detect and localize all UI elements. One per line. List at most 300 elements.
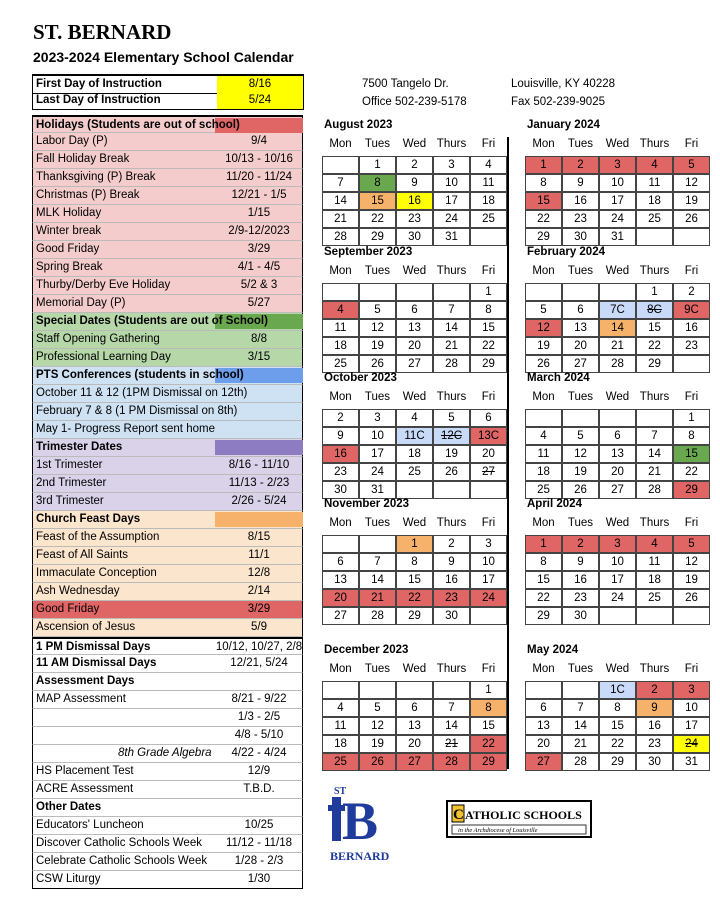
weekday-header: Wed [605,138,630,150]
weekday-header: Thurs [436,265,467,277]
calendar-day: 1 [525,156,562,174]
calendar-day: 9 [636,699,673,717]
calendar-day: 31 [673,753,710,771]
key-date-row [32,763,303,781]
key-date-label: Spring Break [36,261,103,273]
key-date-label: October 11 & 12 (1PM Dismissal on 12th) [36,387,248,399]
calendar-day: 23 [396,210,433,228]
key-date-row [32,619,303,637]
calendar-day: 3 [599,535,636,553]
weekday-header: Fri [684,663,699,675]
logo-b-text: B [342,791,379,851]
key-date-label: Good Friday [36,243,100,255]
last-day-row [32,92,304,110]
weekday-header: Mon [329,138,352,150]
calendar-day: 17 [470,571,507,589]
calendar-day: 19 [562,463,599,481]
calendar-day: 13 [562,319,599,337]
calendar-day: 10 [599,174,636,192]
calendar-day [433,681,470,699]
key-date-row [32,241,303,259]
key-date-label: Feast of All Saints [36,549,129,561]
calendar-day: 8 [470,301,507,319]
calendar-day: 16 [433,571,470,589]
calendar-day: 24 [599,589,636,607]
calendar-day: 14 [433,717,470,735]
calendar-day: 4 [396,409,433,427]
calendar-day: 2 [322,409,359,427]
calendar-day: 29 [525,228,562,246]
calendar-day: 19 [525,337,562,355]
calendar-day [562,409,599,427]
month-calendar [525,498,711,628]
calendar-day: 17 [599,192,636,210]
month-calendar [322,372,508,502]
section-header [32,673,303,691]
key-date-row [32,835,303,853]
calendar-day: 2 [673,283,710,301]
calendar-day: 10 [433,174,470,192]
weekday-header: Thurs [436,517,467,529]
first-day-label: First Day of Instruction [36,78,162,90]
key-date-value: 11/13 - 2/23 [228,477,290,489]
calendar-day: 27 [599,481,636,499]
weekday-header: Fri [481,663,496,675]
key-date-value: 4/8 - 5/10 [234,729,284,741]
calendar-day: 18 [636,192,673,210]
key-date-value: 2/9-12/2023 [228,225,290,237]
calendar-day: 16 [322,445,359,463]
calendar-day: 6 [470,409,507,427]
calendar-day: 4 [470,156,507,174]
calendar-day: 30 [562,228,599,246]
calendar-day: 27 [525,753,562,771]
weekday-header: Fri [481,517,496,529]
weekday-header: Mon [329,265,352,277]
key-date-label: Fall Holiday Break [36,153,130,165]
weekday-header: Tues [567,391,594,403]
catholic-schools-logo [446,800,592,838]
weekday-header: Fri [684,138,699,150]
st-bernard-logo [328,783,390,865]
weekday-header: Wed [605,391,630,403]
calendar-day: 28 [359,607,396,625]
calendar-day: 25 [525,481,562,499]
calendar-day [525,409,562,427]
calendar-day: 11 [322,717,359,735]
cs-initial: C [453,807,464,823]
calendar-day: 5 [359,301,396,319]
calendar-day: 15 [396,571,433,589]
first-day-row [32,74,304,94]
calendar-day: 28 [433,753,470,771]
calendar-day: 17 [433,192,470,210]
key-date-row [32,457,303,475]
weekday-header: Wed [402,517,427,529]
calendar-day: 29 [359,228,396,246]
calendar-day: 21 [599,337,636,355]
calendar-day: 16 [673,319,710,337]
calendar-day: 7 [359,553,396,571]
key-date-value: 5/9 [251,621,267,633]
calendar-day: 24 [359,463,396,481]
calendar-day: 28 [562,753,599,771]
calendar-day: 22 [636,337,673,355]
month-calendar [525,246,711,376]
key-date-label: PTS Conferences (students in school) [36,369,244,381]
key-date-value: 11/20 - 11/24 [225,171,293,183]
calendar-day: 28 [433,355,470,373]
key-date-value: T.B.D. [243,783,275,795]
key-date-label: Feast of the Assumption [36,531,160,543]
calendar-day: 15 [525,192,562,210]
calendar-day: 19 [359,337,396,355]
calendar-day: 5 [433,409,470,427]
calendar-day: 14 [636,445,673,463]
weekday-header: Mon [532,265,555,277]
calendar-day: 5 [525,301,562,319]
key-date-label: Christmas (P) Break [36,189,140,201]
key-date-label: Educators' Luncheon [36,819,144,831]
weekday-header: Mon [329,663,352,675]
key-date-label: 3rd Trimester [36,495,104,507]
calendar-day: 12C [433,427,470,445]
key-date-value: 4/22 - 4/24 [231,747,287,759]
calendar-day: 7C [599,301,636,319]
calendar-day: 8 [396,553,433,571]
month-title: March 2024 [527,372,590,384]
calendar-day: 8 [525,174,562,192]
key-date-value: 10/12, 10/27, 2/8 [215,641,303,653]
calendar-day [636,228,673,246]
calendar-day: 13 [322,571,359,589]
calendar-day [470,607,507,625]
calendar-day: 13C [470,427,507,445]
calendar-day: 1 [470,283,507,301]
key-date-row [32,601,303,619]
calendar-day: 10 [599,553,636,571]
key-dates-list [32,115,303,889]
section-color-swatch [215,512,303,527]
logo-bernard-text: BERNARD [330,849,390,863]
weekday-header: Tues [567,265,594,277]
calendar-day: 8 [359,174,396,192]
key-date-row [32,205,303,223]
month-title: August 2023 [324,119,393,131]
calendar-day: 11 [636,174,673,192]
address-street: 7500 Tangelo Dr. [362,78,449,90]
calendar-day: 18 [470,192,507,210]
calendar-day: 22 [673,463,710,481]
key-date-row [32,151,303,169]
key-date-value: 1/3 - 2/5 [237,711,281,723]
calendar-day: 16 [396,192,433,210]
calendar-day: 25 [396,463,433,481]
section-header [32,313,303,331]
calendar-day: 6 [396,699,433,717]
cs-archdiocese: in the Archdiocese of Louisville [458,827,538,834]
key-date-value: 10/13 - 10/16 [225,153,293,165]
key-date-label: Holidays (Students are out of school) [36,119,240,131]
key-date-row [32,583,303,601]
calendar-day: 23 [433,589,470,607]
month-calendar [322,644,508,774]
calendar-day: 7 [562,699,599,717]
section-header [32,115,303,133]
key-date-row [32,691,303,709]
calendar-day: 26 [562,481,599,499]
calendar-day: 29 [525,607,562,625]
key-date-row [32,169,303,187]
key-date-value: 1/15 [247,207,271,219]
weekday-header: Wed [402,391,427,403]
calendar-day [359,283,396,301]
key-date-label: May 1- Progress Report sent home [36,423,215,435]
calendar-day [636,607,673,625]
calendar-day: 26 [359,753,396,771]
weekday-header: Mon [532,663,555,675]
calendar-day: 15 [525,571,562,589]
calendar-day: 11 [636,553,673,571]
key-date-value: 2/14 [247,585,271,597]
key-date-row [32,277,303,295]
key-date-row [32,295,303,313]
calendar-day: 9 [396,174,433,192]
calendar-day: 22 [525,210,562,228]
calendar-day: 30 [562,607,599,625]
calendar-day [396,283,433,301]
calendar-day [525,283,562,301]
calendar-day: 28 [636,481,673,499]
key-date-label: Thanksgiving (P) Break [36,171,156,183]
weekday-header: Fri [481,265,496,277]
key-date-row [32,817,303,835]
calendar-day: 23 [636,735,673,753]
section-header [32,439,303,457]
logo-st-text: ST [334,786,347,797]
key-date-row [32,871,303,889]
month-calendar [525,119,711,249]
cs-name: ATHOLIC SCHOOLS [465,808,582,822]
key-date-row [32,475,303,493]
calendar-day: 16 [636,717,673,735]
calendar-day: 13 [396,319,433,337]
calendar-day: 11 [525,445,562,463]
calendar-day [433,283,470,301]
key-date-label: Winter break [36,225,102,237]
calendar-day: 1 [359,156,396,174]
calendar-day: 3 [359,409,396,427]
weekday-header: Wed [605,265,630,277]
key-date-value: 5/2 & 3 [240,279,278,291]
calendar-day: 14 [433,319,470,337]
month-calendar [525,644,711,774]
key-date-row [32,403,303,421]
calendar-day [359,681,396,699]
weekday-header: Thurs [639,138,670,150]
calendar-day [673,355,710,373]
month-title: September 2023 [324,246,413,258]
key-date-label: February 7 & 8 (1 PM Dismissal on 8th) [36,405,238,417]
month-title: February 2024 [527,246,605,258]
calendar-subtitle: 2023-2024 Elementary School Calendar [33,49,294,65]
calendar-day: 5 [673,535,710,553]
calendar-day: 27 [562,355,599,373]
calendar-day: 23 [562,589,599,607]
key-date-label: 1st Trimester [36,459,103,471]
key-date-label: 2nd Trimester [36,477,107,489]
key-date-label: 1 PM Dismissal Days [36,641,151,653]
calendar-day: 1 [525,535,562,553]
calendar-day [322,535,359,553]
calendar-day: 17 [359,445,396,463]
weekday-header: Wed [605,663,630,675]
key-date-row [32,493,303,511]
month-calendar [322,246,508,376]
calendar-day: 7 [636,427,673,445]
calendar-day: 3 [433,156,470,174]
calendar-day: 21 [636,463,673,481]
calendar-day: 6 [396,301,433,319]
calendar-day: 29 [636,355,673,373]
calendar-day: 2 [562,535,599,553]
key-date-label: Special Dates (Students are out of School) [36,315,268,327]
section-header [32,655,303,673]
calendar-day: 24 [673,735,710,753]
key-date-row [32,421,303,439]
weekday-header: Wed [402,138,427,150]
month-calendar [525,372,711,502]
calendar-day: 29 [470,355,507,373]
calendar-day: 17 [599,571,636,589]
calendar-day: 8 [673,427,710,445]
key-date-value: 10/25 [244,819,274,831]
last-day-label: Last Day of Instruction [36,94,161,106]
calendar-day: 18 [396,445,433,463]
calendar-day [470,481,507,499]
calendar-day: 31 [599,228,636,246]
calendar-day [470,228,507,246]
calendar-day [322,681,359,699]
calendar-day: 14 [359,571,396,589]
calendar-day: 12 [359,717,396,735]
key-date-label: 8th Grade Algebra [118,747,212,759]
calendar-day: 4 [322,301,359,319]
weekday-header: Wed [402,663,427,675]
calendar-day: 4 [636,156,673,174]
calendar-day: 3 [470,535,507,553]
weekday-header: Thurs [436,391,467,403]
calendar-day: 22 [470,337,507,355]
weekday-header: Thurs [639,391,670,403]
calendar-divider [507,137,509,769]
calendar-day [599,607,636,625]
key-date-label: Other Dates [36,801,102,813]
calendar-day: 31 [359,481,396,499]
calendar-day: 25 [636,589,673,607]
weekday-header: Fri [684,265,699,277]
calendar-day: 21 [433,337,470,355]
calendar-day: 20 [396,337,433,355]
calendar-day: 16 [562,192,599,210]
calendar-day: 15 [673,445,710,463]
calendar-day: 18 [322,337,359,355]
calendar-day: 26 [673,589,710,607]
calendar-day: 11 [470,174,507,192]
calendar-day: 30 [322,481,359,499]
key-date-value: 2/26 - 5/24 [231,495,287,507]
weekday-header: Fri [684,517,699,529]
calendar-day: 6 [322,553,359,571]
calendar-day: 14 [322,192,359,210]
calendar-day [599,283,636,301]
calendar-day: 20 [396,735,433,753]
calendar-day: 25 [322,753,359,771]
calendar-day: 1 [470,681,507,699]
key-date-row [32,385,303,403]
calendar-day: 29 [396,607,433,625]
calendar-day: 27 [396,753,433,771]
calendar-day: 25 [470,210,507,228]
key-date-row [32,745,303,763]
calendar-day: 1C [599,681,636,699]
key-date-value: 3/29 [247,603,271,615]
calendar-day: 14 [599,319,636,337]
key-date-row [32,853,303,871]
calendar-day: 13 [396,717,433,735]
weekday-header: Mon [329,391,352,403]
calendar-day: 9 [322,427,359,445]
first-day-value: 8/16 [217,76,303,93]
weekday-header: Thurs [639,517,670,529]
calendar-day: 11 [322,319,359,337]
key-date-label: Professional Learning Day [36,351,171,363]
calendar-day: 15 [470,717,507,735]
key-date-label: Memorial Day (P) [36,297,126,309]
fax-number: Fax 502-239-9025 [511,96,605,108]
calendar-day: 20 [599,463,636,481]
calendar-day: 29 [673,481,710,499]
key-date-label: Labor Day (P) [36,135,108,147]
calendar-day: 28 [599,355,636,373]
weekday-header: Fri [481,391,496,403]
calendar-day: 19 [359,735,396,753]
key-date-label: Thurby/Derby Eve Holiday [36,279,171,291]
calendar-day: 27 [396,355,433,373]
calendar-day: 3 [599,156,636,174]
calendar-day: 11C [396,427,433,445]
key-date-label: Discover Catholic Schools Week [36,837,202,849]
calendar-day: 2 [433,535,470,553]
calendar-day [359,535,396,553]
key-date-value: 8/16 - 11/10 [228,459,290,471]
calendar-day [673,228,710,246]
weekday-header: Wed [402,265,427,277]
calendar-day: 12 [359,319,396,337]
key-date-label: 11 AM Dismissal Days [36,657,157,669]
weekday-header: Tues [364,391,391,403]
calendar-day: 4 [636,535,673,553]
school-title: ST. BERNARD [33,20,172,44]
calendar-day: 9 [562,174,599,192]
key-date-row [32,529,303,547]
calendar-day [599,409,636,427]
weekday-header: Thurs [436,663,467,675]
calendar-day: 10 [359,427,396,445]
calendar-day: 6 [599,427,636,445]
calendar-day [636,409,673,427]
section-header [32,511,303,529]
